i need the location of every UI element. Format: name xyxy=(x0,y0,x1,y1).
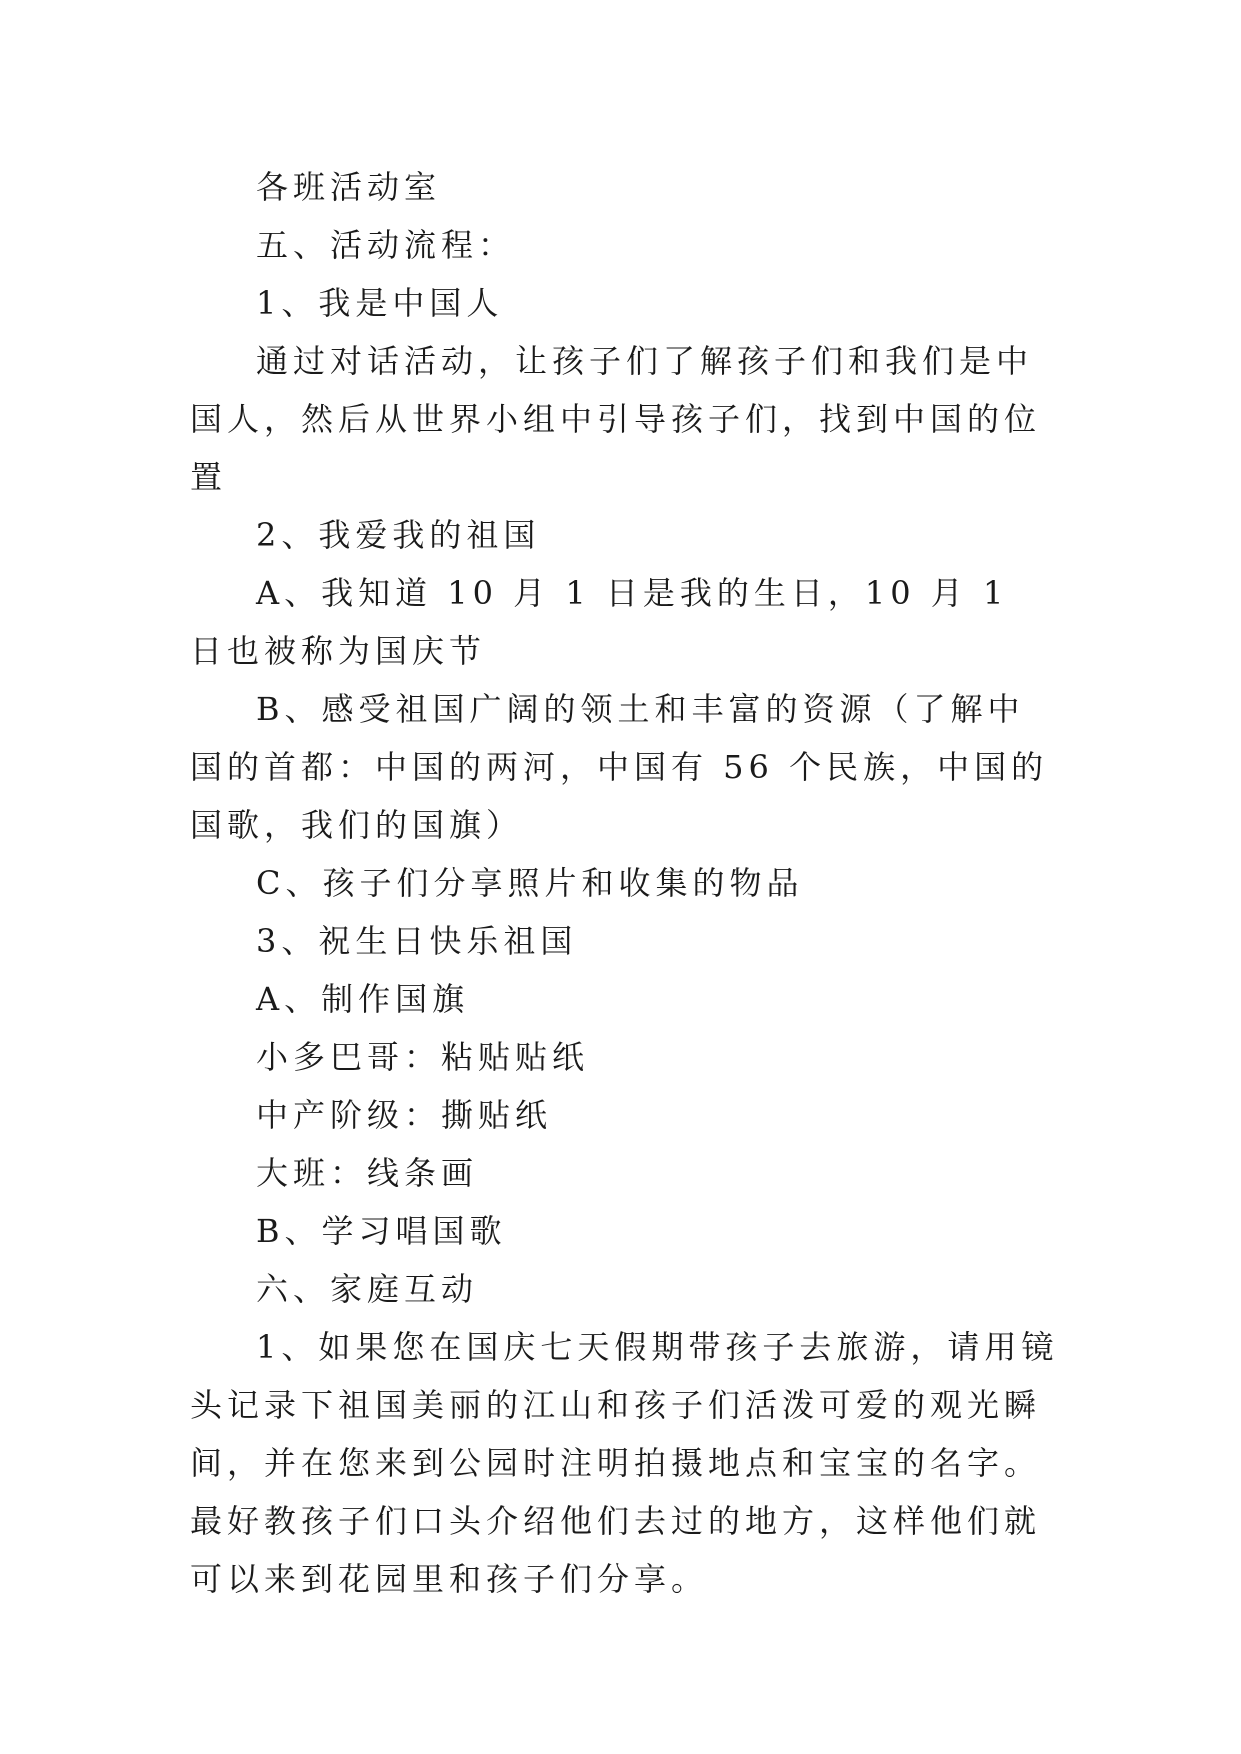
item-2c-text: C、孩子们分享照片和收集的物品 xyxy=(256,864,804,902)
heading-activity-process: 五、活动流程： xyxy=(256,226,516,264)
item-2a-text: A、我知道 10 月 1 日是我的生日，10 月 1 日也被称为国庆节 xyxy=(190,574,1009,670)
item-2b-text: B、感受祖国广阔的领土和丰富的资源（了解中国的首都：中国的两河，中国有 56 个民族，中国的国歌，我们的国旗） xyxy=(190,690,1049,844)
small-class-text: 小多巴哥：粘贴贴纸 xyxy=(256,1038,590,1076)
item-2-heading: 2、我爱我的祖国 xyxy=(256,516,541,554)
item-3-heading: 3、祝生日快乐祖国 xyxy=(256,922,578,960)
item-1-text: 通过对话活动，让孩子们了解孩子们和我们是中国人，然后从世界小组中引导孩子们，找到中国的位置 xyxy=(190,342,1042,496)
middle-class-text: 中产阶级：撕贴纸 xyxy=(256,1096,553,1134)
item-3a-text: A、制作国旗 xyxy=(256,980,470,1018)
item-1-heading: 1、我是中国人 xyxy=(256,284,504,322)
heading-family-interaction: 六、家庭互动 xyxy=(256,1270,479,1308)
big-class-text: 大班：线条画 xyxy=(256,1154,479,1192)
paragraph-venue: 各班活动室 xyxy=(256,168,442,206)
family-item-1-text: 1、如果您在国庆七天假期带孩子去旅游，请用镜头记录下祖国美丽的江山和孩子们活泼可爱的观光瞬间，并在您来到公园时注明拍摄地点和宝宝的名字。最好教孩子们口头介绍他们去过的地方，这样他们就可以来到花园里和孩子们分享。 xyxy=(190,1328,1059,1598)
document-body xyxy=(190,158,1060,1608)
item-3b-text: B、学习唱国歌 xyxy=(256,1212,507,1250)
